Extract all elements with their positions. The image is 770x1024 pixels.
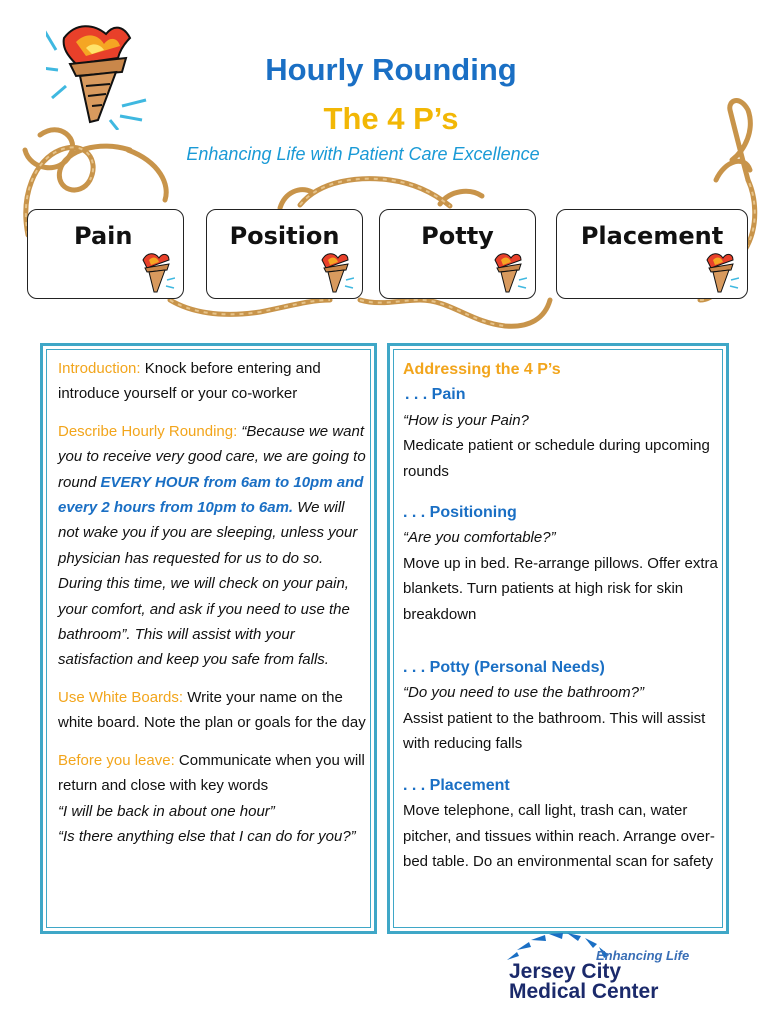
positioning-heading: . . . Positioning [403,504,517,522]
page-title: Hourly Rounding [265,52,517,87]
logo-name: Jersey City Medical Center [509,960,659,1003]
positioning-quote: “Are you comfortable?” [403,529,556,547]
positioning-text: Move up in bed. Re-arrange pillows. Offer extra blankets. Turn patients at high risk for skin breakdown [403,554,718,623]
torch-icon [316,250,354,294]
p-label: Pain [74,222,133,250]
potty-text: Assist patient to the bathroom. This will assist with reducing falls [403,709,706,753]
placement-text: Move telephone, call light, trash can, water pitcher, and tissues within reach. Arrange over-bed table. Do an environmental scan for safety [403,802,715,870]
boards-paragraph: Use White Boards: Write your name on the white board. Note the plan or goals for the day [58,688,366,732]
torch-icon [489,250,527,294]
p-box-pain [27,209,184,299]
torch-icon [701,250,739,294]
page-subtitle: The 4 P’s [323,101,459,136]
potty-heading: . . . Potty (Personal Needs) [403,659,605,677]
logo-tagline: Enhancing Life [596,948,690,963]
right-panel [387,343,729,934]
left-panel [40,343,377,934]
describe-paragraph: Describe Hourly Rounding: “Because we want you to receive very good care, we are going to round EVERY HOUR from 6am to 10pm and every 2 hours from 10pm to 6am. We will not wake you if you are sleeping, unless your physician has requested for us to do so. During this time, we will check on your pain, your comfort, and ask if you need to use the bathroom”. This will assist with your satisfaction and keep you safe from falls. [58,422,366,669]
torch-icon [137,250,175,294]
p-label: Placement [580,222,724,250]
placement-heading: . . . Placement [403,776,510,794]
p-box-placement [556,209,748,299]
leave-paragraph: Before you leave: Communicate when you will return and close with key words “I will be back in about one hour” “Is there anything else that I can do for you?” [58,751,365,845]
p-box-potty [379,209,536,299]
pain-quote: “How is your Pain? [403,411,529,429]
p-label: Position [229,222,340,250]
intro-paragraph: Introduction: Knock before entering and introduce yourself or your co-worker [58,360,321,403]
potty-quote: “Do you need to use the bathroom?” [403,684,644,702]
p-label: Potty [421,222,494,250]
p-box-position [206,209,363,299]
tagline: Enhancing Life with Patient Care Excellence [186,144,540,164]
right-heading: Addressing the 4 P’s [403,361,561,378]
pain-text: Medicate patient or schedule during upcoming rounds [403,437,710,480]
pain-heading: . . . Pain [405,386,466,404]
